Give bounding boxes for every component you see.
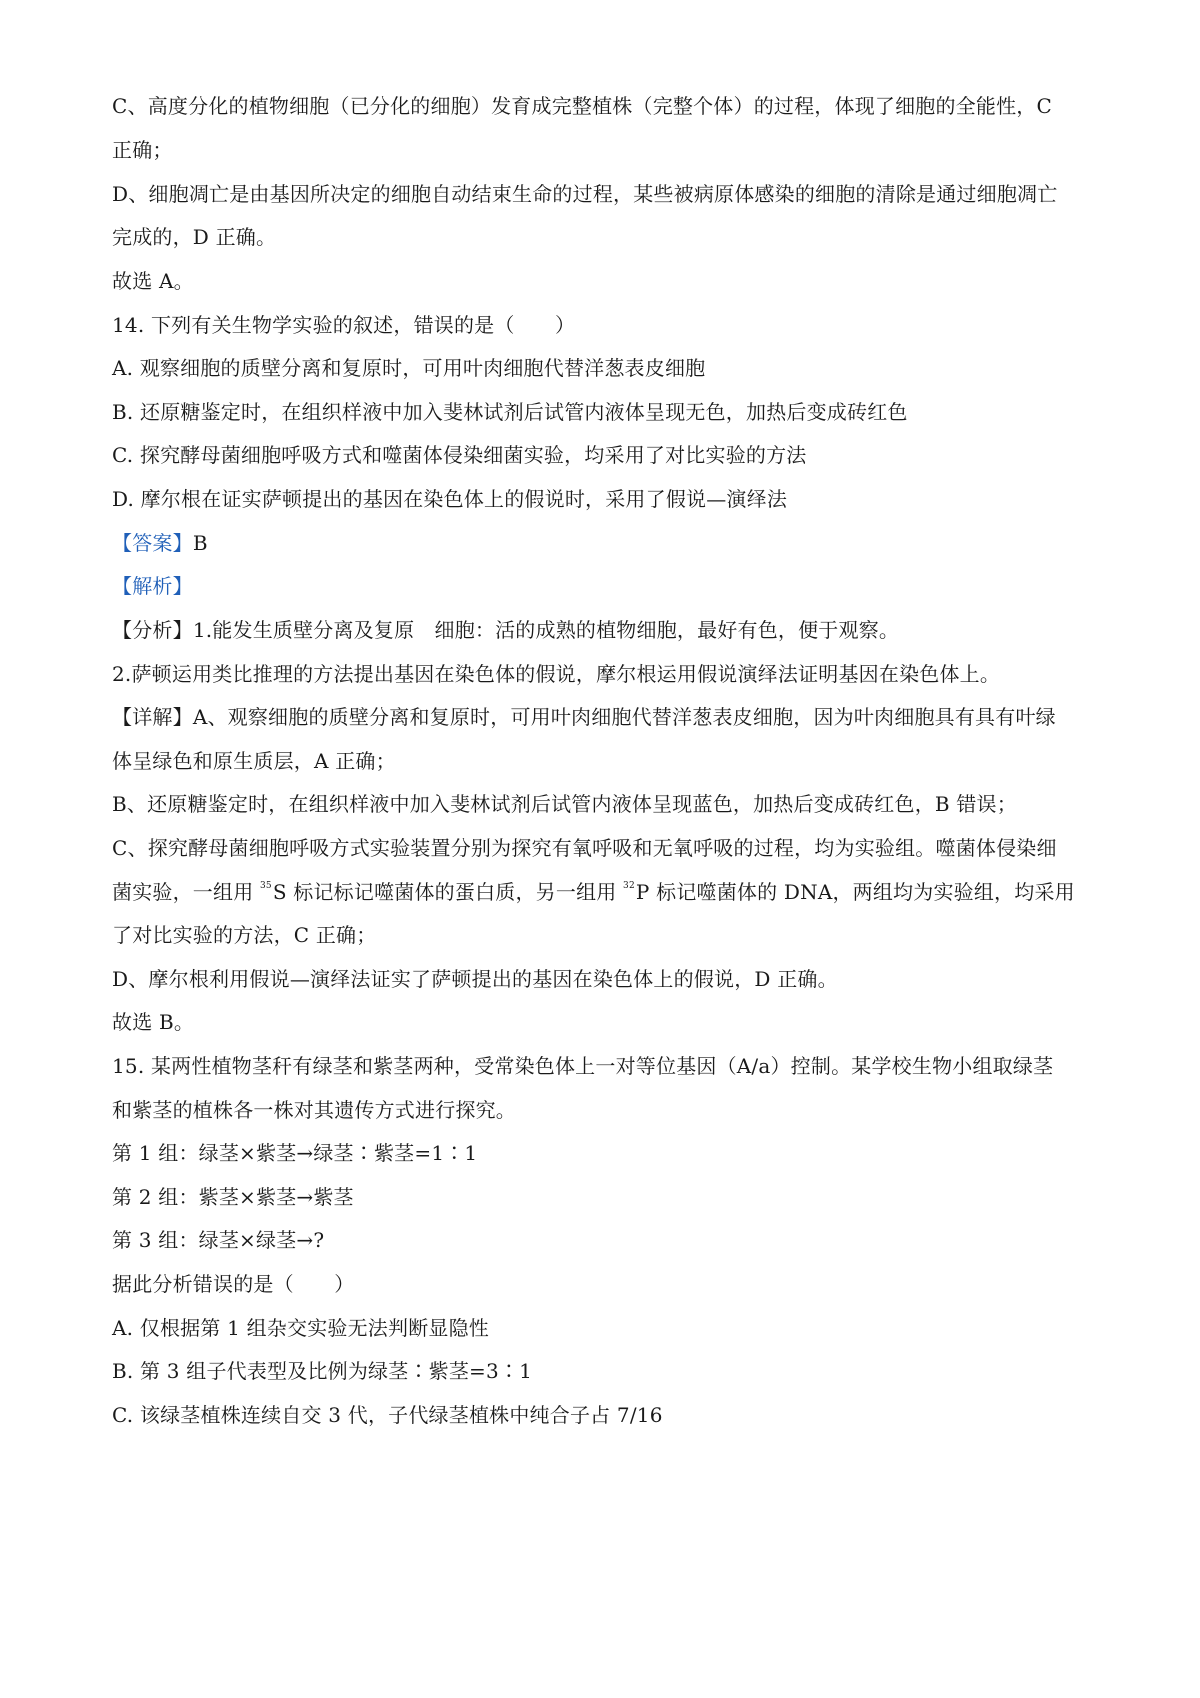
q14-option-c: C. 探究酵母菌细胞呼吸方式和噬菌体侵染细菌实验，均采用了对比实验的方法 [112, 443, 807, 467]
q14-fenxi-line1 [112, 616, 899, 644]
q15-option-c: C. 该绿茎植株连续自交 3 代，子代绿茎植株中纯合子占 7/16 [112, 1403, 663, 1427]
q13-option-d-explanation-line1: D、细胞凋亡是由基因所决定的细胞自动结束生命的过程，某些被病原体感染的细胞的清除是通过细胞凋亡 [112, 182, 1058, 206]
q14-analysis-heading [112, 572, 193, 600]
q13-option-c-explanation-line2: 正确； [112, 138, 173, 162]
q15-question: 据此分析错误的是（ ） [112, 1272, 355, 1296]
isotope-32-superscript: 32 [623, 881, 635, 891]
q15-stem-line1: 15. 某两性植物茎秆有绿茎和紫茎两种，受常染色体上一对等位基因（A/a）控制。某学校生物小组取绿茎 [112, 1054, 1054, 1078]
q13-option-c-explanation-line1: C、高度分化的植物细胞（已分化的细胞）发育成完整植株（完整个体）的过程，体现了细胞的全能性，C [112, 94, 1053, 118]
q14-option-b: B. 还原糖鉴定时，在组织样液中加入斐林试剂后试管内液体呈现无色，加热后变成砖红色 [112, 400, 908, 424]
q14-xiangjie-a-line1 [112, 703, 1056, 731]
fenxi-text: 1.能发生质壁分离及复原 细胞：活的成熟的植物细胞，最好有色，便于观察。 [192, 618, 900, 642]
q14-final-choice: 故选 B。 [112, 1010, 195, 1034]
q14-xiangjie-d: D、摩尔根利用假说—演绎法证实了萨顿提出的基因在染色体上的假说，D 正确。 [112, 967, 838, 991]
xc2-part2: S 标记标记噬菌体的蛋白质，另一组用 [272, 880, 624, 904]
isotope-35-superscript: 35 [259, 881, 272, 891]
q14-xiangjie-a-line2: 体呈绿色和原生质层，A 正确； [112, 749, 396, 773]
xiangjie-tag: 【详解】 [112, 705, 193, 729]
q14-option-a: A. 观察细胞的质壁分离和复原时，可用叶肉细胞代替洋葱表皮细胞 [112, 356, 706, 380]
q13-final-choice: 故选 A。 [112, 269, 194, 293]
q15-option-b: B. 第 3 组子代表型及比例为绿茎∶紫茎=3∶1 [112, 1359, 533, 1383]
q14-fenxi-line2: 2.萨顿运用类比推理的方法提出基因在染色体的假说，摩尔根运用假说演绎法证明基因在染色体上。 [112, 662, 1001, 686]
q14-xiangjie-b: B、还原糖鉴定时，在组织样液中加入斐林试剂后试管内液体呈现蓝色，加热后变成砖红色，B 错误； [112, 792, 1017, 816]
fenxi-tag: 【分析】 [112, 618, 193, 642]
xiangjie-a-text: A、观察细胞的质壁分离和复原时，可用叶肉细胞代替洋葱表皮细胞，因为叶肉细胞具有具有叶绿 [192, 705, 1056, 729]
xc2-part1: 菌实验，一组用 [112, 880, 260, 904]
q14-answer [112, 529, 208, 557]
q15-group3: 第 3 组：绿茎×绿茎→? [112, 1228, 325, 1252]
q14-xiangjie-c-line2 [112, 878, 1075, 906]
q14-stem: 14. 下列有关生物学实验的叙述，错误的是（ ） [112, 313, 576, 337]
q14-option-d: D. 摩尔根在证实萨顿提出的基因在染色体上的假说时，采用了假说—演绎法 [112, 487, 788, 511]
q15-group1: 第 1 组：绿茎×紫茎→绿茎∶紫茎=1∶1 [112, 1141, 478, 1165]
answer-value: B [192, 531, 208, 555]
q15-stem-line2: 和紫茎的植株各一株对其遗传方式进行探究。 [112, 1098, 516, 1122]
q15-option-a: A. 仅根据第 1 组杂交实验无法判断显隐性 [112, 1316, 489, 1340]
q14-xiangjie-c-line1: C、探究酵母菌细胞呼吸方式实验装置分别为探究有氧呼吸和无氧呼吸的过程，均为实验组。噬菌体侵染细 [112, 836, 1057, 860]
analysis-tag: 【解析】 [112, 574, 193, 598]
q15-group2: 第 2 组：紫茎×紫茎→紫茎 [112, 1185, 354, 1209]
q13-option-d-explanation-line2: 完成的，D 正确。 [112, 225, 277, 249]
xc2-part3: P 标记噬菌体的 DNA，两组均为实验组，均采用 [635, 880, 1075, 904]
answer-tag: 【答案】 [112, 531, 193, 555]
q14-xiangjie-c-line3: 了对比实验的方法，C 正确； [112, 923, 377, 947]
